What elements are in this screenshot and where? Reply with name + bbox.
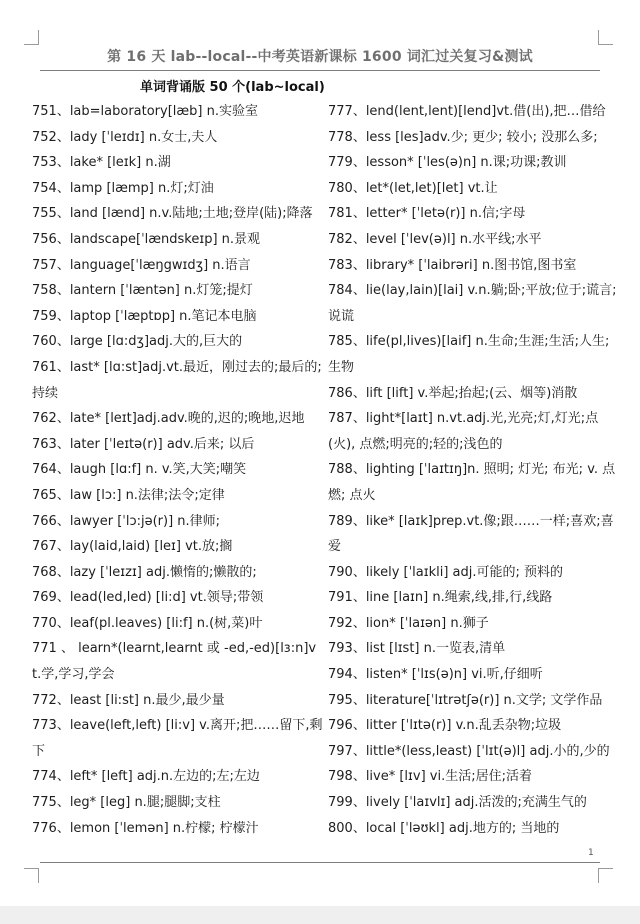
crop-mark-bottom-left [24, 868, 39, 883]
vocab-entry: 781、letter* [ˈletə(r)] n.信;字母 [328, 206, 526, 222]
vocab-entry: 754、lamp [læmp] n.灯;灯油 [32, 180, 214, 196]
vocab-entry: 758、lantern [ˈlæntən] n.灯笼;提灯 [32, 283, 253, 299]
vocab-entry: 759、laptop [ˈlæptɒp] n.笔记本电脑 [32, 308, 257, 324]
left-column [32, 99, 324, 841]
right-column [328, 99, 620, 841]
vocab-entry: 765、law [lɔ:] n.法律;法令;定律 [32, 487, 225, 503]
vocab-entry: 786、lift [lift] v.举起;抬起;(云、烟等)消散 [328, 385, 578, 401]
vocab-entry: 799、lively [ˈlaɪvlɪ] adj.活泼的;充满生气的 [328, 795, 587, 811]
vocab-entry: 768、lazy [ˈleɪzɪ] adj.懒惰的;懒散的; [32, 564, 257, 580]
vocab-entry: 796、litter [ˈlɪtə(r)] v.n.乱丢杂物;垃圾 [328, 718, 562, 734]
vocab-entry: 783、library* [ˈlaibrəri] n.图书馆,图书室 [328, 257, 577, 273]
vocab-entry: 752、lady [ˈleɪdɪ] n.女士,夫人 [32, 129, 218, 145]
page-number: 1 [588, 848, 594, 858]
vocab-entry: 760、large [lɑ:dʒ]adj.大的,巨大的 [32, 334, 243, 350]
vocab-entry: 778、less [les]adv.少; 更少; 较小; 没那么多; [328, 129, 598, 145]
vocab-entry: 769、lead(led,led) [li:d] vt.领导;带领 [32, 590, 264, 606]
vocab-entry: 793、list [lɪst] n.一览表,清单 [328, 641, 506, 657]
vocab-entry: 756、landscape[ˈlændskeɪp] n.景观 [32, 231, 261, 247]
footer-rule [40, 862, 600, 863]
vocab-entry: 767、lay(laid,laid) [leɪ] vt.放;搁 [32, 539, 233, 555]
vocab-entry: 770、leaf(pl.leaves) [li:f] n.(树,菜)叶 [32, 615, 263, 631]
vocab-entry: 794、listen* [ˈlɪs(ə)n] vi.听,仔细听 [328, 667, 543, 683]
vocab-entry: 791、line [laɪn] n.绳索,线,排,行,线路 [328, 590, 553, 606]
section-subtitle: 单词背诵版 50 个(lab~local) [140, 80, 325, 95]
vocab-entry: 776、lemon [ˈlemən] n.柠檬; 柠檬汁 [32, 820, 259, 836]
vocab-entry: 789、like* [laɪk]prep.vt.像;跟……一样;喜欢;喜爱 [328, 513, 614, 555]
crop-mark-bottom-right [598, 868, 613, 883]
vocab-entry: 762、late* [leɪt]adj.adv.晚的,迟的;晚地,迟地 [32, 411, 305, 427]
vocab-entry: 790、likely [ˈlaɪkli] adj.可能的; 预料的 [328, 564, 564, 580]
header-rule [40, 70, 600, 71]
crop-mark-top-right [598, 30, 613, 45]
vocab-entry: 764、laugh [lɑ:f] n. v.笑,大笑;嘲笑 [32, 462, 247, 478]
viewer-bottom-bar [0, 906, 640, 924]
vocab-entry: 795、literature[ˈlɪtrətʃə(r)] n.文学; 文学作品 [328, 692, 603, 708]
vocab-entry: 798、live* [lɪv] vi.生活;居住;活着 [328, 769, 532, 785]
vocab-entry: 797、little*(less,least) [ˈlɪt(ə)l] adj.小的,少的 [328, 743, 610, 759]
vocab-entry: 763、later [ˈleɪtə(r)] adv.后来; 以后 [32, 436, 255, 452]
vocab-entry: 785、life(pl,lives)[laif] n.生命;生涯;生活;人生;生物 [328, 334, 610, 375]
vocab-entry: 757、language[ˈlæŋgwɪdʒ] n.语言 [32, 257, 251, 273]
vocab-entry: 784、lie(lay,lain)[lai] v.n.躺;卧;平放;位于;谎言;说谎 [328, 283, 617, 324]
vocab-entry: 766、lawyer [ˈlɔ:jə(r)] n.律师; [32, 513, 221, 529]
vocab-entry: 772、least [li:st] n.最少,最少量 [32, 692, 225, 708]
vocab-entry: 751、lab=laboratory[læb] n.实验室 [32, 104, 258, 119]
vocab-entry: 788、lighting [ˈlaɪtɪŋ]n. 照明; 灯光; 布光; v. 点燃; 点火 [328, 462, 616, 503]
vocab-entry: 755、land [lænd] n.v.陆地;土地;登岸(陆);降落 [32, 206, 313, 222]
vocab-entry: 800、local [ˈləʊkl] adj.地方的; 当地的 [328, 820, 560, 836]
vocab-entry: 773、leave(left,left) [li:v] v.离开;把……留下,剩下 [32, 718, 323, 759]
vocab-entry: 777、lend(lent,lent)[lend]vt.借(出),把…借给 [328, 104, 606, 119]
vocab-entry: 761、last* [lɑ:st]adj.vt.最近，刚过去的;最后的;持续 [32, 359, 322, 401]
vocab-entry: 782、level [ˈlev(ə)l] n.水平线;水平 [328, 231, 542, 247]
vocab-entry: 792、lion* [ˈlaɪən] n.狮子 [328, 615, 489, 631]
page-header: 第 16 天 lab--local--中考英语新课标 1600 词汇过关复习&测试 [107, 49, 533, 65]
vocab-entry: 775、leg* [leg] n.腿;腿脚;支柱 [32, 795, 221, 811]
vocab-entry: 787、light*[laɪt] n.vt.adj.光,光亮;灯,灯光;点(火), 点燃;明亮的;轻的;浅色的 [328, 411, 599, 452]
vocab-entry: 780、let*(let,let)[let] vt.让 [328, 180, 498, 196]
vocab-entry: 771 、 learn*(learnt,learnt 或 -ed,-ed)[lɜ:n]vt.学,学习,学会 [32, 641, 317, 683]
vocab-entry: 779、lesson* [ˈles(ə)n] n.课;功课;教训 [328, 155, 567, 171]
vocab-entry: 774、left* [left] adj.n.左边的;左;左边 [32, 769, 260, 785]
crop-mark-top-left [24, 30, 39, 45]
vocab-entry: 753、lake* [leɪk] n.湖 [32, 155, 171, 171]
